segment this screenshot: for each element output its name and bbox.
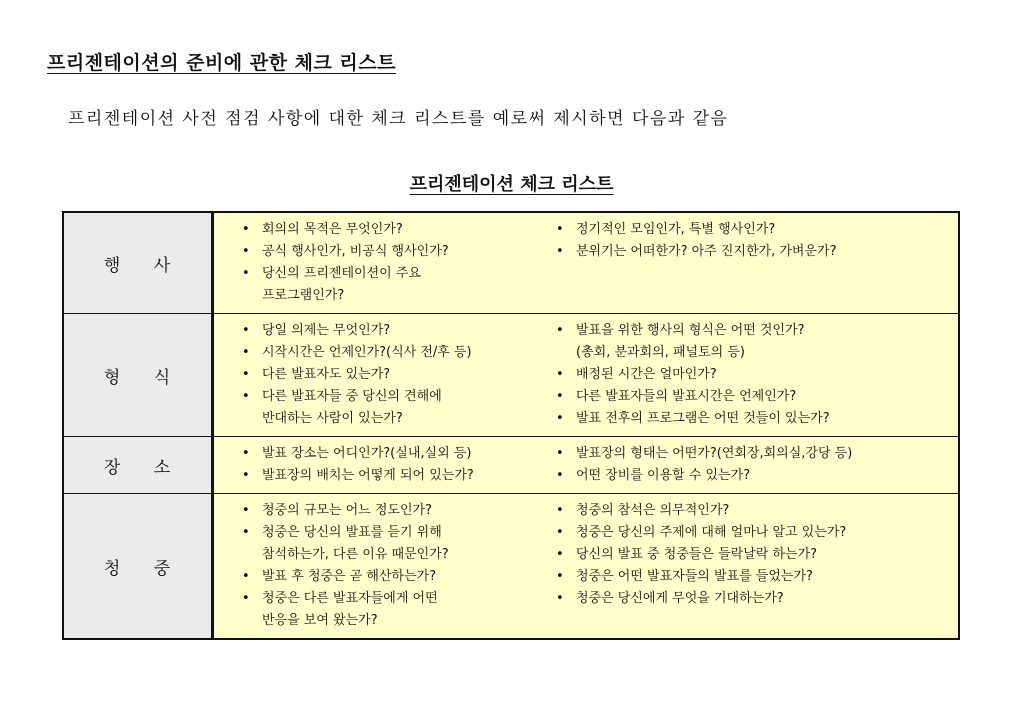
items-cell: [213, 212, 960, 314]
left-column: [214, 443, 552, 487]
item-text: 회의의 목적은 무엇인가?: [262, 222, 403, 237]
right-column: [552, 320, 958, 430]
items-cell: [213, 494, 960, 640]
list-item: [214, 263, 552, 307]
list-item: [552, 219, 958, 241]
list-item: [214, 588, 552, 632]
items-cell: [213, 314, 960, 437]
intro-text: 프리젠테이션 사전 점검 사항에 대한 체크 리스트를 예로써 제시하면 다음과 같음: [68, 109, 729, 129]
left-column: [214, 320, 552, 430]
category-cell: 장 소: [63, 437, 213, 494]
table-row: [63, 314, 959, 437]
list-item: [214, 386, 552, 430]
list-item: [214, 219, 552, 241]
list-item: [214, 342, 552, 364]
right-column: [552, 500, 958, 632]
item-text: 정기적인 모임인가, 특별 행사인가?: [576, 222, 776, 237]
table-title: 프리젠테이션 체크 리스트: [409, 174, 614, 195]
checklist-table: [62, 211, 960, 640]
item-text: 배정된 시간은 얼마인가?: [576, 367, 717, 382]
list-item: [552, 544, 958, 566]
list-item: [552, 241, 958, 263]
item-text: 발표을 위한 행사의 형식은 어떤 것인가?: [576, 323, 805, 338]
list-item: [214, 566, 552, 588]
item-text-continued: (총회, 분과회의, 패널토의 등): [576, 345, 745, 360]
item-text: 다른 발표자도 있는가?: [262, 367, 391, 382]
left-column: [214, 500, 552, 632]
list-item: [552, 522, 958, 544]
item-text-continued: 프로그램인가?: [262, 288, 345, 303]
list-item: [552, 465, 958, 487]
item-text: 청중은 어떤 발표자들의 발표를 들었는가?: [576, 569, 813, 584]
item-text: 발표 장소는 어디인가?(실내,실외 등): [262, 446, 472, 461]
items-cell: [213, 437, 960, 494]
category-cell: 청 중: [63, 494, 213, 640]
item-text: 청중의 규모는 어느 정도인가?: [262, 503, 432, 518]
page-heading: 프리젠테이션의 준비에 관한 체크 리스트: [47, 52, 396, 74]
list-item: [552, 386, 958, 408]
list-item: [552, 566, 958, 588]
right-column: [552, 219, 958, 307]
list-item: [552, 443, 958, 465]
item-text: 당신의 발표 중 청중들은 들락날락 하는가?: [576, 547, 818, 562]
list-item: [552, 500, 958, 522]
list-item: [552, 588, 958, 610]
item-text: 청중은 다른 발표자들에게 어떤: [262, 591, 438, 606]
item-text: 발표장의 형태는 어떤가?(연회장,회의실,강당 등): [576, 446, 853, 461]
category-cell: 행 사: [63, 212, 213, 314]
list-item: [552, 364, 958, 386]
item-text: 청중은 당신에게 무엇을 기대하는가?: [576, 591, 784, 606]
item-text: 어떤 장비를 이용할 수 있는가?: [576, 468, 751, 483]
list-item: [214, 241, 552, 263]
category-cell: 형 식: [63, 314, 213, 437]
list-item: [214, 320, 552, 342]
item-text: 다른 발표자들 중 당신의 견해에: [262, 389, 442, 404]
right-column: [552, 443, 958, 487]
list-item: [214, 364, 552, 386]
table-row: [63, 212, 959, 314]
list-item: [214, 465, 552, 487]
item-text: 공식 행사인가, 비공식 행사인가?: [262, 244, 449, 259]
item-text-continued: 반대하는 사람이 있는가?: [262, 411, 403, 426]
item-text: 발표 전후의 프로그램은 어떤 것들이 있는가?: [576, 411, 830, 426]
item-text-continued: 반응을 보여 왔는가?: [262, 613, 378, 628]
list-item: [552, 320, 958, 364]
item-text: 청중은 당신의 발표를 듣기 위해: [262, 525, 442, 540]
list-item: [214, 522, 552, 566]
table-row: [63, 437, 959, 494]
item-text: 발표 후 청중은 곧 해산하는가?: [262, 569, 437, 584]
item-text: 다른 발표자들의 발표시간은 언제인가?: [576, 389, 797, 404]
list-item: [214, 500, 552, 522]
item-text: 청중의 참석은 의무적인가?: [576, 503, 730, 518]
item-text: 청중은 당신의 주제에 대해 얼마나 알고 있는가?: [576, 525, 847, 540]
left-column: [214, 219, 552, 307]
item-text: 시작시간은 언제인가?(식사 전/후 등): [262, 345, 472, 360]
item-text: 당일 의제는 무엇인가?: [262, 323, 391, 338]
item-text: 발표장의 배치는 어떻게 되어 있는가?: [262, 468, 474, 483]
item-text: 분위기는 어떠한가? 아주 진지한가, 가벼운가?: [576, 244, 837, 259]
item-text-continued: 참석하는가, 다른 이유 때문인가?: [262, 547, 449, 562]
list-item: [214, 443, 552, 465]
table-row: [63, 494, 959, 640]
item-text: 당신의 프리젠테이션이 주요: [262, 266, 421, 281]
list-item: [552, 408, 958, 430]
